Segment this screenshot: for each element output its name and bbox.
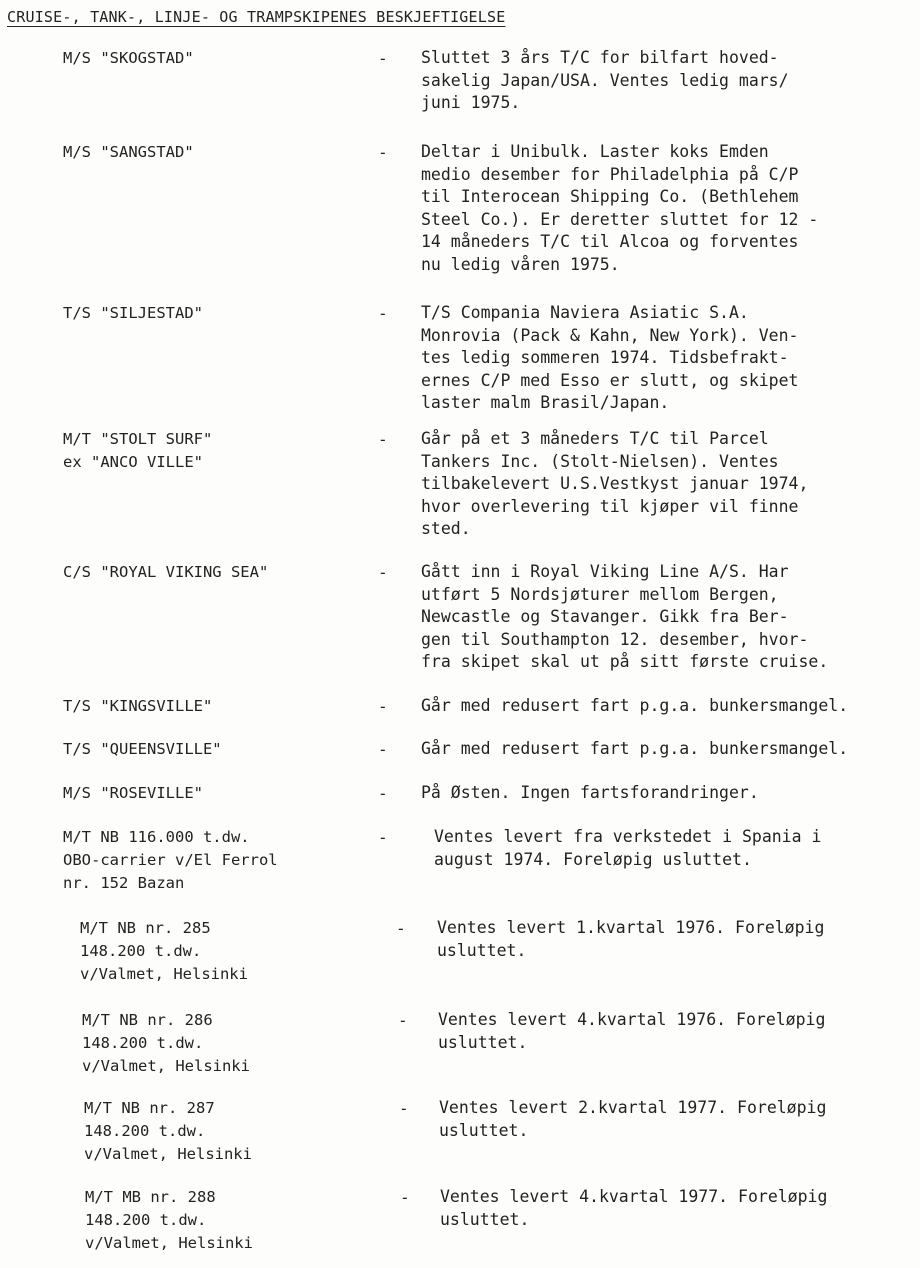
separator-dash: - xyxy=(378,430,388,449)
separator-dash: - xyxy=(378,49,388,68)
separator-dash: - xyxy=(399,1099,409,1118)
ship-name: T/S "KINGSVILLE" xyxy=(63,697,213,715)
ship-status-description: Gått inn i Royal Viking Line A/S. Har utført 5 Nordsjøturer mellom Bergen, Newcastle og Stavanger. Gikk fra Ber- gen til Southampton 12. desember, hvor- fra skipet skal ut på sitt første cruise. xyxy=(421,562,829,671)
ship-name: M/T NB nr. 287 148.200 t.dw. v/Valmet, Helsinki xyxy=(84,1099,252,1163)
ship-name: M/T NB nr. 285 148.200 t.dw. v/Valmet, Helsinki xyxy=(80,919,248,983)
ship-status-description: Ventes levert 2.kvartal 1977. Foreløpig usluttet. xyxy=(439,1098,827,1140)
ship-status-description: Ventes levert fra verkstedet i Spania i august 1974. Foreløpig usluttet. xyxy=(434,827,822,869)
ship-name: M/S "SANGSTAD" xyxy=(63,143,194,161)
ship-name: M/T NB 116.000 t.dw. OBO-carrier v/El Ferrol nr. 152 Bazan xyxy=(63,828,278,892)
ship-status-description: Ventes levert 4.kvartal 1976. Foreløpig usluttet. xyxy=(438,1010,826,1052)
ship-status-description: Deltar i Unibulk. Laster koks Emden medio desember for Philadelphia på C/P til Interocean Shipping Co. (Bethlehem Steel Co.). Er deretter sluttet for 12 - 14 måneders T/C til Alcoa og forventes nu ledig våren 1975. xyxy=(421,142,819,274)
separator-dash: - xyxy=(378,143,388,162)
ship-status-description: T/S Compania Naviera Asiatic S.A. Monrovia (Pack & Kahn, New York). Ven- tes ledig sommeren 1974. Tidsbefrakt- ernes C/P med Esso er slutt, og skipet laster malm Brasil/Japan. xyxy=(421,303,799,412)
ship-name: T/S "QUEENSVILLE" xyxy=(63,740,222,758)
page-heading: CRUISE-, TANK-, LINJE- OG TRAMPSKIPENES BESKJEFTIGELSE xyxy=(7,8,506,26)
ship-name: C/S "ROYAL VIKING SEA" xyxy=(63,563,269,581)
separator-dash: - xyxy=(378,304,388,323)
ship-name: M/T MB nr. 288 148.200 t.dw. v/Valmet, Helsinki xyxy=(85,1188,253,1252)
separator-dash: - xyxy=(378,563,388,582)
separator-dash: - xyxy=(378,784,388,803)
ship-name: T/S "SILJESTAD" xyxy=(63,304,203,322)
ship-status-description: Sluttet 3 års T/C for bilfart hoved- sakelig Japan/USA. Ventes ledig mars/ juni 1975. xyxy=(421,48,789,112)
separator-dash: - xyxy=(378,740,388,759)
separator-dash: - xyxy=(396,919,406,938)
ship-name: M/T NB nr. 286 148.200 t.dw. v/Valmet, Helsinki xyxy=(82,1011,250,1075)
ship-status-description: Går med redusert fart p.g.a. bunkersmangel. xyxy=(421,696,849,715)
ship-status-description: Ventes levert 4.kvartal 1977. Foreløpig usluttet. xyxy=(440,1187,828,1229)
separator-dash: - xyxy=(398,1011,408,1030)
ship-name: M/T "STOLT SURF" ex "ANCO VILLE" xyxy=(63,430,213,471)
separator-dash: - xyxy=(378,697,388,716)
ship-name: M/S "ROSEVILLE" xyxy=(63,784,203,802)
ship-status-description: Går på et 3 måneders T/C til Parcel Tankers Inc. (Stolt-Nielsen). Ventes tilbakelevert U.S.Vestkyst januar 1974, hvor overlevering til kjøper vil finne sted. xyxy=(421,429,809,538)
ship-status-description: Ventes levert 1.kvartal 1976. Foreløpig usluttet. xyxy=(437,918,825,960)
ship-status-description: Går med redusert fart p.g.a. bunkersmangel. xyxy=(421,739,849,758)
separator-dash: - xyxy=(400,1188,410,1207)
separator-dash: - xyxy=(378,828,388,847)
ship-status-description: På Østen. Ingen fartsforandringer. xyxy=(421,783,759,802)
ship-name: M/S "SKOGSTAD" xyxy=(63,49,194,67)
